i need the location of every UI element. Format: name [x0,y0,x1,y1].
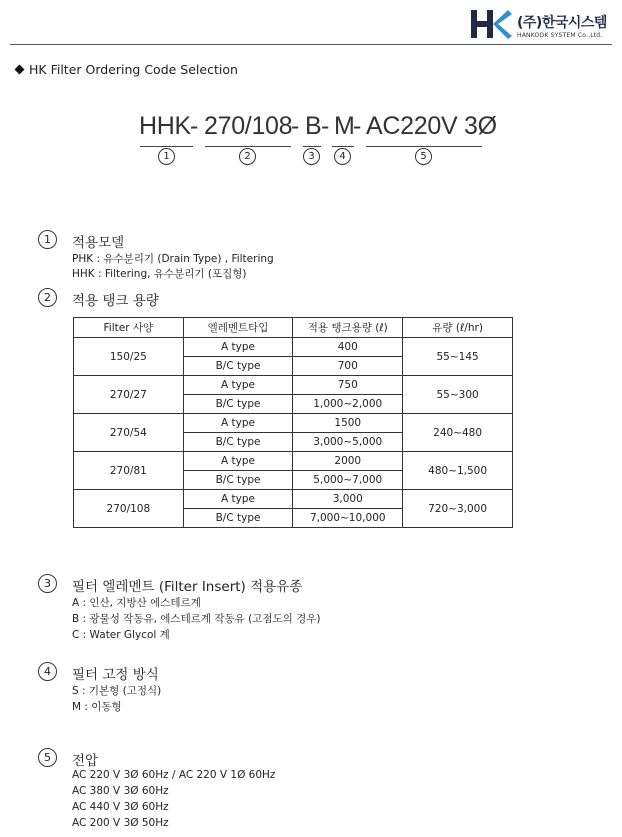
tank-capacity-cell: 5,000~7,000 [293,471,403,490]
code-underline [366,146,482,147]
element-type-cell: A type [183,376,293,395]
page-title-text: HK Filter Ordering Code Selection [29,62,238,77]
element-type-cell: A type [183,452,293,471]
code-dash: - [291,112,300,140]
text-line: AC 380 V 3Ø 60Hz [72,785,169,797]
flow-rate-cell: 480~1,500 [403,452,513,490]
element-type-cell: B/C type [183,433,293,452]
company-name: (주)한국시스템 [517,15,607,31]
filter-spec-cell: 270/108 [74,490,184,528]
page-title [16,62,238,77]
code-marker-5: 5 [415,148,432,165]
text-line: AC 200 V 3Ø 50Hz [72,817,169,829]
filter-spec-cell: 270/81 [74,452,184,490]
tank-capacity-cell: 2000 [293,452,403,471]
text-line: B : 광물성 작동유, 에스테르계 작동유 (고점도의 경우) [72,613,321,625]
ordering-code [0,112,622,152]
table-header-row [74,318,513,338]
code-mount-type: M [334,112,355,140]
text-line: AC 220 V 3Ø 60Hz / AC 220 V 1Ø 60Hz [72,769,276,781]
section-title-tank-capacity: 적용 탱크 용량 [72,293,159,309]
filter-spec-cell: 270/27 [74,376,184,414]
text-line: C : Water Glycol 계 [72,629,170,641]
code-series: HHK [139,112,191,140]
element-type-cell: A type [183,490,293,509]
table-row [74,376,513,395]
flow-rate-cell: 55~145 [403,338,513,376]
code-dash: - [190,112,199,140]
tank-capacity-cell: 3,000~5,000 [293,433,403,452]
diamond-bullet-icon [15,65,25,75]
section-title-voltage: 전압 [72,753,99,769]
flow-rate-cell: 240~480 [403,414,513,452]
element-type-cell: B/C type [183,509,293,528]
code-dash: - [353,112,362,140]
code-voltage: AC220V 3Ø [366,112,497,140]
section-number-4: 4 [38,662,57,681]
table-row [74,452,513,471]
tank-capacity-cell: 750 [293,376,403,395]
code-filter-spec: 270/108 [204,112,293,140]
column-header: 유량 (ℓ/hr) [403,318,513,338]
filter-spec-cell: 150/25 [74,338,184,376]
text-line: M : 이동형 [72,701,122,713]
table-row [74,338,513,357]
section-title-mount-type: 필터 고정 방식 [72,667,159,683]
code-marker-3: 3 [303,148,320,165]
tank-capacity-cell: 1500 [293,414,403,433]
tank-capacity-cell: 3,000 [293,490,403,509]
hk-logo-icon [470,8,512,40]
code-marker-4: 4 [334,148,351,165]
text-line: A : 인산, 지방산 에스테르계 [72,597,201,609]
section-number-1: 1 [38,230,57,249]
code-underline [303,146,321,147]
tank-capacity-cell: 700 [293,357,403,376]
flow-rate-cell: 720~3,000 [403,490,513,528]
code-underline [140,146,193,147]
tank-capacity-cell: 1,000~2,000 [293,395,403,414]
code-marker-1: 1 [158,148,175,165]
company-logo [470,8,620,42]
code-element-type: B [305,112,322,140]
column-header: 엘레멘트타입 [183,318,293,338]
header-divider [10,44,612,45]
text-line: S : 기본형 (고정식) [72,685,162,697]
table-row [74,414,513,433]
section-number-3: 3 [38,574,57,593]
code-underline [205,146,291,147]
column-header: 적용 탱크용량 (ℓ) [293,318,403,338]
section-number-5: 5 [38,748,57,767]
code-underline [332,146,354,147]
element-type-cell: B/C type [183,357,293,376]
flow-rate-cell: 55~300 [403,376,513,414]
company-english-name: HANKOOK SYSTEM Co.,Ltd. [517,32,603,39]
filter-spec-cell: 270/54 [74,414,184,452]
section-title-applicable-model: 적용모델 [72,235,125,251]
tank-capacity-cell: 400 [293,338,403,357]
section-number-2: 2 [38,288,57,307]
tank-capacity-cell: 7,000~10,000 [293,509,403,528]
text-line: AC 440 V 3Ø 60Hz [72,801,169,813]
text-line: HHK : Filtering, 유수분리기 (포집형) [72,268,247,280]
element-type-cell: A type [183,414,293,433]
column-header: Filter 사양 [74,318,184,338]
element-type-cell: A type [183,338,293,357]
element-type-cell: B/C type [183,471,293,490]
element-type-cell: B/C type [183,395,293,414]
code-marker-2: 2 [239,148,256,165]
section-title-filter-insert: 필터 엘레멘트 (Filter Insert) 적용유종 [72,579,303,595]
tank-capacity-table [73,317,513,528]
table-row [74,490,513,509]
code-dash: - [321,112,330,140]
text-line: PHK : 유수분리기 (Drain Type) , Filtering [72,253,274,265]
